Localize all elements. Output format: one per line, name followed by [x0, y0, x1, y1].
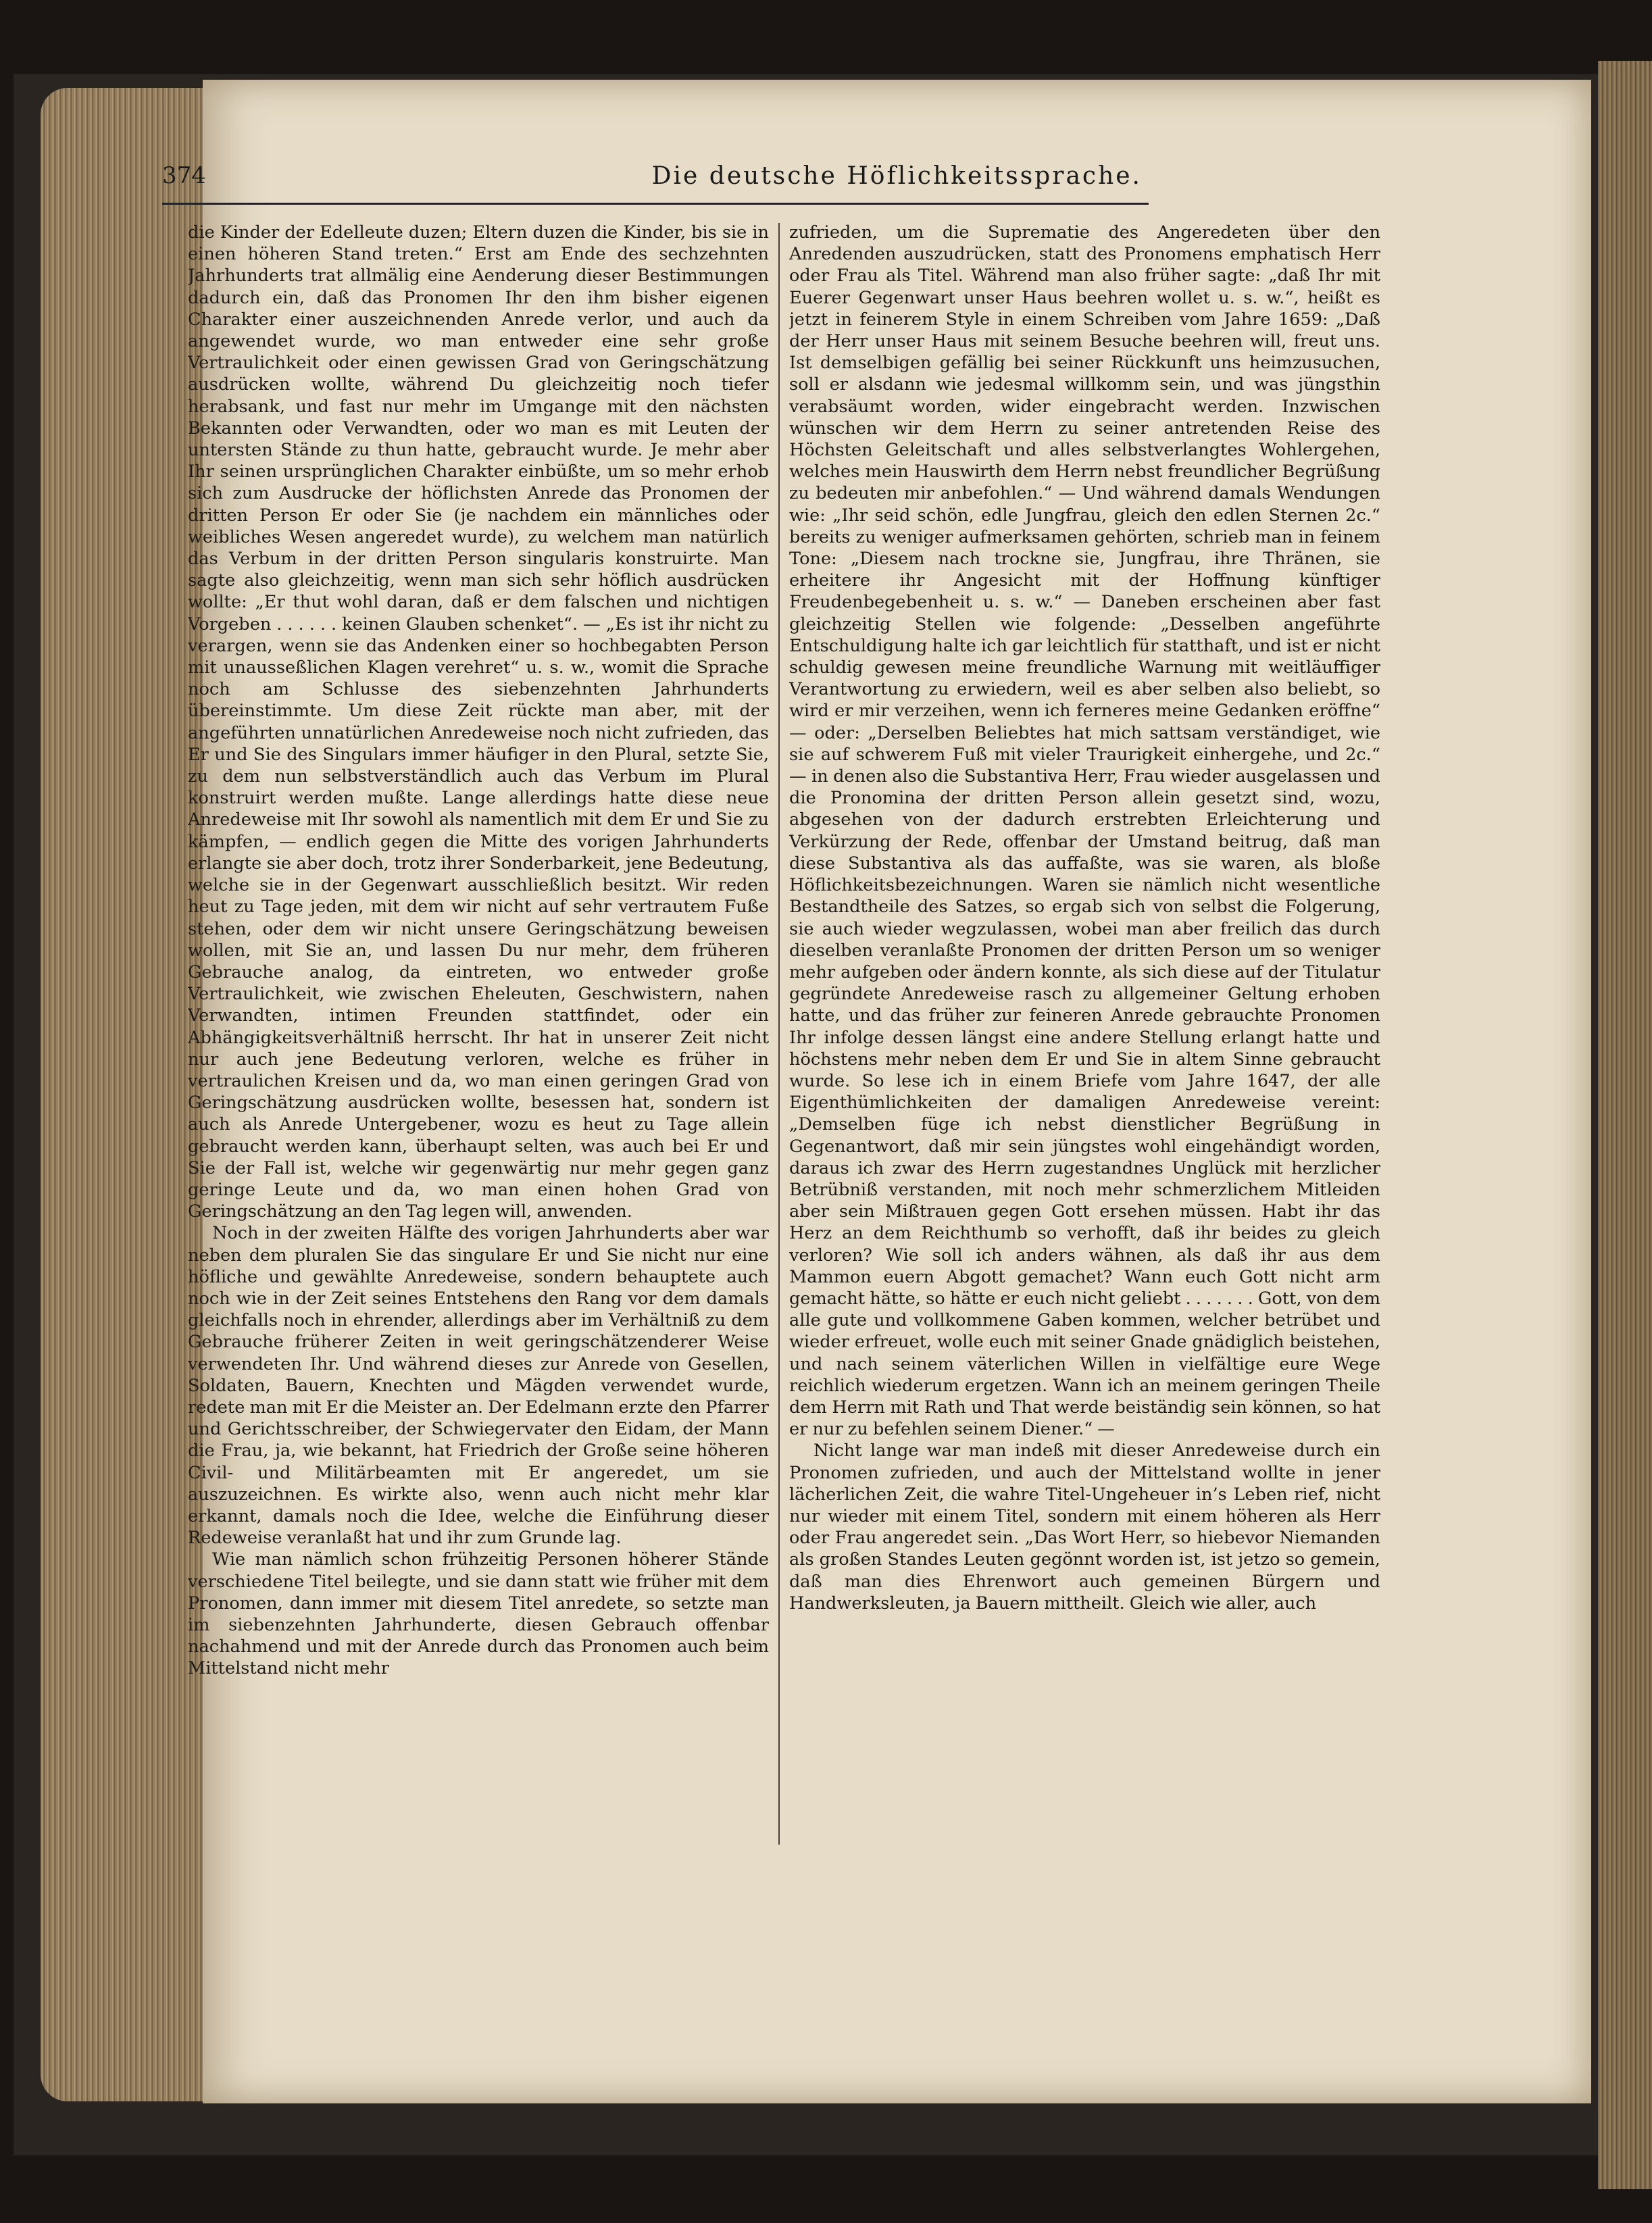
running-title: Die deutsche Höflichkeitssprache.	[651, 162, 1142, 190]
paragraph: die Kinder der Edelleute duzen; Eltern duzen die Kinder, bis sie in einen höheren Stand treten.“ Erst am Ende des sechzehnten Jahrhunderts trat allmälig eine Aenderung dieser Bestimmungen dadurch ein, daß das Pronomen Ihr den ihm bisher eigenen Charakter einer auszeichnenden Anrede verlor, und auch da angewendet wurde, wo man entweder eine sehr große Vertraulichkeit oder einen gewissen Grad von Geringschätzung ausdrücken wollte, während Du gleichzeitig noch tiefer herabsank, und fast nur mehr im Umgange mit den nächsten Bekannten oder Verwandten, oder wo man es mit Leuten der untersten Stände zu thun hatte, gebraucht wurde. Je mehr aber Ihr seinen ursprünglichen Charakter einbüßte, um so mehr erhob sich zum Ausdrucke der höflichsten Anrede das Pronomen der dritten Person Er oder Sie (je nachdem ein männliches oder weibliches Wesen angeredet wurde), zu welchem man natürlich das Verbum in der dritten Person singularis konstruirte. Man sagte also gleichzeitig, wenn man sich sehr höflich ausdrücken wollte: „Er thut wohl daran, daß er dem falschen und nichtigen Vorgeben . . . . . . keinen Glauben schenket“. — „Es ist ihr nicht zu verargen, wenn sie das Andenken einer so hochbegabten Person mit unausseßlichen Klagen verehret“ u. s. w., womit die Sprache noch am Schlusse des siebenzehnten Jahrhunderts übereinstimmte. Um diese Zeit rückte man aber, mit der angeführten unnatürlichen Anredeweise noch nicht zufrieden, das Er und Sie des Singulars immer häufiger in den Plural, setzte Sie, zu dem nun selbstverständlich auch das Verbum im Plural konstruirt werden mußte. Lange allerdings hatte diese neue Anredeweise mit Ihr sowohl als namentlich mit dem Er und Sie zu kämpfen, — endlich gegen die Mitte des vorigen Jahrhunderts erlangte sie aber doch, trotz ihrer Sonderbarkeit, jene Bedeutung, welche sie in der Gegenwart ausschließlich besitzt. Wir reden heut zu Tage jeden, mit dem wir nicht auf sehr vertrautem Fuße stehen, oder dem wir nicht unsere Geringschätzung beweisen wollen, mit Sie an, und lassen Du nur mehr, dem früheren Gebrauche analog, da eintreten, wo entweder große Vertraulichkeit, wie zwischen Eheleuten, Geschwistern, nahen Verwandten, intimen Freunden stattfindet, oder ein Abhängigkeitsverhältniß herrscht. Ihr hat in unserer Zeit nicht nur auch jene Bedeutung verloren, welche es früher in vertraulichen Kreisen und da, wo man einen geringen Grad von Geringschätzung ausdrücken wollte, besessen hat, sondern ist auch als Anrede Untergebener, wozu es heut zu Tage allein gebraucht werden kann, überhaupt selten, was auch bei Er und Sie der Fall ist, welche wir gegenwärtig nur mehr gegen ganz geringe Leute und da, wo man einen hohen Grad von Geringschätzung an den Tag legen will, anwenden.	[188, 222, 769, 1222]
paragraph: Nicht lange war man indeß mit dieser Anredeweise durch ein Pronomen zufrieden, und auch der Mittelstand wollte in jener lächerlichen Zeit, die wahre Titel-Ungeheuer in’s Leben rief, nicht nur wieder mit einem Titel, sondern mit einem höheren als Herr oder Frau angeredet sein. „Das Wort Herr, so hiebevor Niemanden als großen Standes Leuten gegönnt worden ist, ist jetzo so gemein, daß man dies Ehrenwort auch gemeinen Bürgern und Handwerksleuten, ja Bauern mittheilt. Gleich wie aller, auch	[789, 1441, 1380, 1614]
adjacent-book-edge	[1598, 61, 1652, 2189]
page-number: 374	[162, 162, 206, 189]
left-column	[188, 222, 769, 2005]
column-divider	[778, 223, 780, 1845]
right-column	[789, 222, 1380, 2005]
page-header	[162, 162, 1149, 205]
paragraph: Wie man nämlich schon frühzeitig Personen höherer Stände verschiedene Titel beilegte, und sie dann statt wie früher mit dem Pronomen, dann immer mit diesem Titel anredete, so setzte man im siebenzehnten Jahrhunderte, diesen Gebrauch offenbar nachahmend und mit der Anrede durch das Pronomen auch beim Mittelstand nicht mehr	[188, 1549, 769, 1679]
paragraph: zufrieden, um die Suprematie des Angeredeten über den Anredenden auszudrücken, statt des Pronomens emphatisch Herr oder Frau als Titel. Während man also früher sagte: „daß Ihr mit Euerer Gegenwart unser Haus beehren wollet u. s. w.“, heißt es jetzt in feinerem Style in einem Schreiben vom Jahre 1659: „Daß der Herr unser Haus mit seinem Besuche beehren will, freut uns. Ist demselbigen gefällig bei seiner Rückkunft uns heimzusuchen, soll er alsdann wie jedesmal willkomm sein, und was jüngsthin verabsäumt worden, wider eingebracht werden. Inzwischen wünschen wir dem Herrn zu seiner antretenden Reise des Höchsten Geleitschaft und alles selbstverlangtes Wohlergehen, welches mein Hauswirth dem Herrn nebst freundlicher Begrüßung zu bedeuten mir anbefohlen.“ — Und während damals Wendungen wie: „Ihr seid schön, edle Jungfrau, gleich den edlen Sternen 2c.“ bereits zu weniger aufmerksamen gehörten, schrieb man in feinem Tone: „Diesem nach trockne sie, Jungfrau, ihre Thränen, sie erheitere ihr Angesicht mit der Hoffnung künftiger Freudenbegebenheit u. s. w.“ — Daneben erscheinen aber fast gleichzeitig Stellen wie folgende: „Desselben angeführte Entschuldigung halte ich gar leichtlich für statthaft, und ist er nicht schuldig gewesen meine freundliche Warnung mit weitläuffiger Verantwortung zu erwiedern, weil es aber selben also beliebt, so wird er mir verzeihen, wenn ich ferneres meine Gedanken eröffne“ — oder: „Derselben Beliebtes hat mich sattsam verständiget, wie sie auf schwerem Fuß mit vieler Traurigkeit einhergehe, und 2c.“ — in denen also die Substantiva Herr, Frau wieder ausgelassen und die Pronomina der dritten Person allein gesetzt sind, wozu, abgesehen von der dadurch erstrebten Erleichterung und Verkürzung der Rede, offenbar der Umstand beitrug, daß man diese Substantiva als das auffaßte, was sie waren, als bloße Höflichkeitsbezeichnungen. Waren sie nämlich nicht wesentliche Bestandtheile des Satzes, so ergab sich von selbst die Folgerung, sie auch wieder wegzulassen, wobei man aber freilich das durch dieselben veranlaßte Pronomen der dritten Person um so weniger mehr aufgeben oder ändern konnte, als sich diese auf der Titulatur gegründete Anredeweise rasch zu allgemeiner Geltung erhoben hatte, und das früher zur feineren Anrede gebrauchte Pronomen Ihr infolge dessen längst eine andere Stellung erlangt hatte und höchstens mehr neben dem Er und Sie in altem Sinne gebraucht wurde. So lese ich in einem Briefe vom Jahre 1647, der alle Eigenthümlichkeiten der damaligen Anredeweise vereint: „Demselben füge ich nebst dienstlicher Begrüßung in Gegenantwort, daß mir sein jüngstes wohl eingehändigt worden, daraus ich zwar des Herrn zugestandnes Unglück mit herzlicher Betrübniß verstanden, mit noch mehr schmerzlichem Mitleiden aber sein Mißtrauen gegen Gott ersehen müssen. Habt ihr das Herz an dem Reichthumb so verhofft, daß ihr beides zu gleich verloren? Wie soll ich anders wähnen, als daß ihr aus dem Mammon euern Abgott gemachet? Wann euch Gott nicht arm gemacht hätte, so hätte er euch nicht geliebt . . . . . . . Gott, von dem alle gute und vollkommene Gaben kommen, welcher betrübet und wieder erfreuet, wolle euch mit seiner Gnade gnädiglich beistehen, und nach seinem väterlichen Willen in vielfältige eure Wege reichlich wiederum ergetzen. Wann ich an meinem geringen Theile dem Herrn mit Rath und That werde beiständig sein können, so hat er nur zu befehlen seinem Diener.“ —	[789, 222, 1380, 1440]
paragraph: Noch in der zweiten Hälfte des vorigen Jahrhunderts aber war neben dem pluralen Sie das singulare Er und Sie nicht nur eine höfliche und gewählte Anredeweise, sondern behauptete auch noch wie in der Zeit seines Entstehens den Rang vor dem damals gleichfalls noch in ehrender, allerdings aber im Verhältniß zu dem Gebrauche früherer Zeiten in weit geringschätzenderer Weise verwendeten Ihr. Und während dieses zur Anrede von Gesellen, Soldaten, Bauern, Knechten und Mägden verwendet wurde, redete man mit Er die Meister an. Der Edelmann erzte den Pfarrer und Gerichtsschreiber, der Schwiegervater den Eidam, der Mann die Frau, ja, wie bekannt, hat Friedrich der Große seine höheren Civil- und Militärbeamten mit Er angeredet, um sie auszuzeichnen. Es wirkte also, wenn auch nicht mehr klar erkannt, damals noch die Idee, welche die Einführung dieser Redeweise veranlaßt hat und ihr zum Grunde lag.	[188, 1223, 769, 1549]
